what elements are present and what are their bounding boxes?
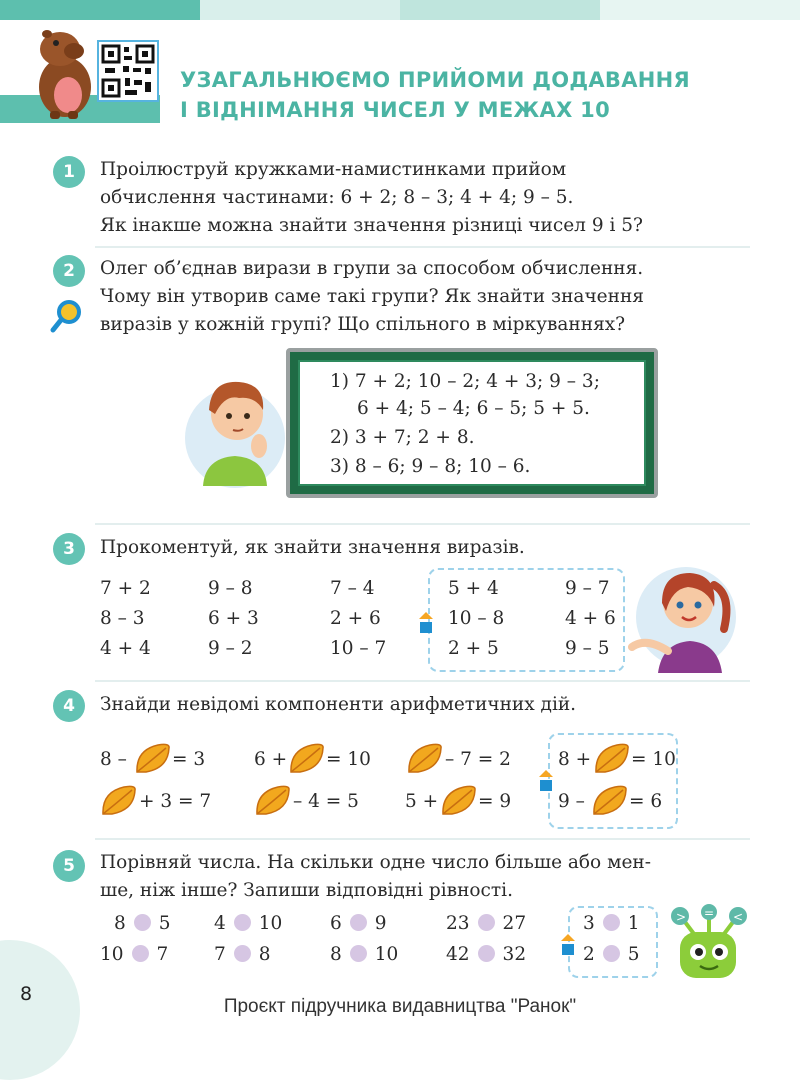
girl-illustration-icon xyxy=(628,555,738,675)
task-1-line-2: обчислення частинами: 6 + 2; 8 – 3; 4 + 4; 9 – 5. xyxy=(100,187,574,208)
expression: 2 + 5 xyxy=(448,638,499,659)
top-bar-segment-4 xyxy=(600,0,800,20)
footer-caption: Проєкт підручника видавництва "Ранок" xyxy=(223,996,577,1017)
comparison: 7 8 xyxy=(214,944,271,965)
board-line-3: 2) 3 + 7; 2 + 8. xyxy=(330,427,475,448)
task-3-prompt: Прокоментуй, як знайти значення виразів. xyxy=(100,537,525,558)
leaf-icon xyxy=(288,742,326,776)
expression: 10 – 8 xyxy=(448,608,505,629)
expression: 6 + 3 xyxy=(208,608,259,629)
leaf-icon xyxy=(254,784,292,818)
expression: 2 + 6 xyxy=(330,608,381,629)
task-2-line-1: Олег об’єднав вирази в групи за способом обчислення. xyxy=(100,258,644,279)
svg-text:>: > xyxy=(676,910,687,924)
equation-part: 6 + xyxy=(254,749,288,770)
task-4-number: 4 xyxy=(53,690,85,722)
top-bar-segment-1 xyxy=(0,0,200,20)
comparison: 10 7 xyxy=(100,944,169,965)
magnifier-icon xyxy=(50,300,82,334)
comparison: 2 5 xyxy=(583,944,640,965)
comparison: 3 1 xyxy=(583,913,640,934)
equation-part: = 10 xyxy=(631,749,676,770)
compare-circle-icon[interactable] xyxy=(132,945,149,962)
level-marker-icon xyxy=(417,610,435,634)
equation-part: = 9 xyxy=(478,791,512,812)
level-marker-icon xyxy=(537,768,555,792)
green-monster-mascot-icon xyxy=(668,904,750,980)
board-line-2: 6 + 4; 5 – 4; 6 – 5; 5 + 5. xyxy=(357,398,590,419)
leaf-icon xyxy=(591,784,629,818)
comparison: 23 27 xyxy=(446,913,527,934)
equation-part: 8 – xyxy=(100,749,127,770)
equation-part: = 10 xyxy=(326,749,371,770)
expression: 9 – 5 xyxy=(565,638,610,659)
leaf-icon xyxy=(406,742,444,776)
equation-part: + 3 = 7 xyxy=(139,791,212,812)
compare-circle-icon[interactable] xyxy=(350,945,367,962)
comparison: 8 10 xyxy=(330,944,399,965)
compare-circle-icon[interactable] xyxy=(603,914,620,931)
leaf-icon xyxy=(134,742,172,776)
separator xyxy=(95,523,750,525)
page-title-line-2: І ВІДНІМАННЯ ЧИСЕЛ У МЕЖАХ 10 xyxy=(180,98,611,122)
compare-circle-icon[interactable] xyxy=(478,945,495,962)
equation-part: – 7 = 2 xyxy=(445,749,511,770)
expression: 9 – 8 xyxy=(208,578,253,599)
board-line-1: 1) 7 + 2; 10 – 2; 4 + 3; 9 – 3; xyxy=(330,371,600,392)
task-1-line-3: Як інакше можна знайти значення різниці чисел 9 і 5? xyxy=(100,215,643,236)
comparison: 8 5 xyxy=(114,913,171,934)
expression: 5 + 4 xyxy=(448,578,499,599)
leaf-icon xyxy=(100,784,138,818)
page-number: 8 xyxy=(20,983,33,1005)
task-3-number: 3 xyxy=(53,533,85,565)
task-5-line-2: ше, ніж інше? Запиши відповідні рівності. xyxy=(100,880,513,901)
task-1-line-1: Проілюструй кружками-намистинками прийом xyxy=(100,159,567,180)
compare-circle-icon[interactable] xyxy=(234,945,251,962)
expression: 9 – 2 xyxy=(208,638,253,659)
comparison: 4 10 xyxy=(214,913,283,934)
expression: 7 + 2 xyxy=(100,578,151,599)
task-2-line-3: виразів у кожній групі? Що спільного в міркуваннях? xyxy=(100,314,626,335)
leaf-icon xyxy=(593,742,631,776)
compare-circle-icon[interactable] xyxy=(134,914,151,931)
task-2-number: 2 xyxy=(53,255,85,287)
leaf-icon xyxy=(440,784,478,818)
separator xyxy=(95,246,750,248)
svg-text:=: = xyxy=(704,906,715,920)
compare-circle-icon[interactable] xyxy=(603,945,620,962)
boy-illustration-icon xyxy=(185,366,285,491)
task-5-number: 5 xyxy=(53,850,85,882)
equation-part: 5 + xyxy=(405,791,439,812)
compare-circle-icon[interactable] xyxy=(350,914,367,931)
task-1-number: 1 xyxy=(53,156,85,188)
expression: 9 – 7 xyxy=(565,578,610,599)
svg-text:<: < xyxy=(733,910,744,924)
separator xyxy=(95,838,750,840)
equation-part: 8 + xyxy=(558,749,592,770)
top-bar-segment-2 xyxy=(200,0,400,20)
page-title-line-1: УЗАГАЛЬНЮЄМО ПРИЙОМИ ДОДАВАННЯ xyxy=(180,68,690,92)
level-marker-icon xyxy=(559,932,577,956)
equation-part: = 6 xyxy=(629,791,663,812)
comparison: 42 32 xyxy=(446,944,527,965)
qr-code-icon[interactable] xyxy=(97,40,159,102)
top-bar-segment-3 xyxy=(400,0,600,20)
expression: 7 – 4 xyxy=(330,578,375,599)
expression: 10 – 7 xyxy=(330,638,387,659)
capybara-mascot-icon xyxy=(30,25,100,120)
task-4-prompt: Знайди невідомі компоненти арифметичних дій. xyxy=(100,694,577,715)
comparison: 6 9 xyxy=(330,913,387,934)
expression: 4 + 6 xyxy=(565,608,616,629)
compare-circle-icon[interactable] xyxy=(478,914,495,931)
equation-part: 9 – xyxy=(558,791,585,812)
equation-part: – 4 = 5 xyxy=(293,791,359,812)
task-2-line-2: Чому він утворив саме такі групи? Як знайти значення xyxy=(100,286,644,307)
board-line-4: 3) 8 – 6; 9 – 8; 10 – 6. xyxy=(330,456,531,477)
compare-circle-icon[interactable] xyxy=(234,914,251,931)
expression: 8 – 3 xyxy=(100,608,145,629)
task-5-line-1: Порівняй числа. На скільки одне число більше або мен- xyxy=(100,852,651,873)
expression: 4 + 4 xyxy=(100,638,151,659)
equation-part: = 3 xyxy=(172,749,206,770)
separator xyxy=(95,680,750,682)
